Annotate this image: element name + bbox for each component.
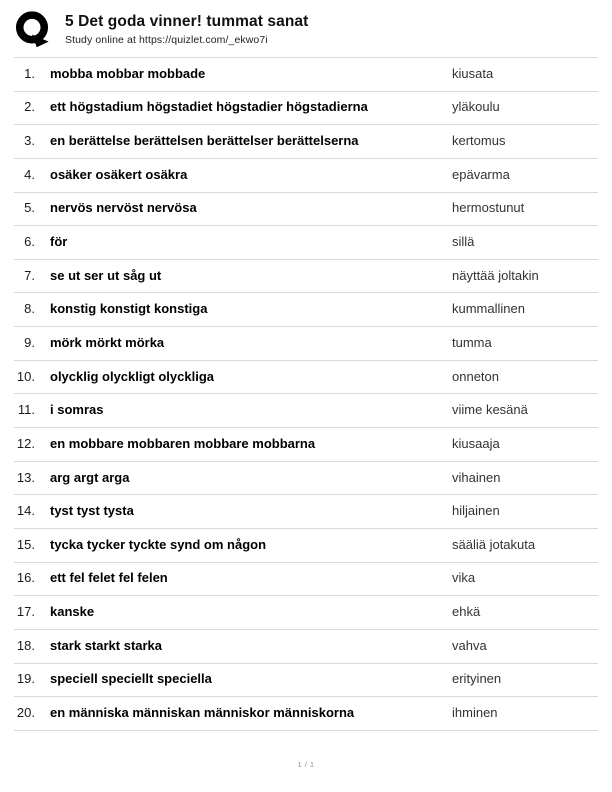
list-item <box>14 226 598 260</box>
definition-text: kummallinen <box>452 302 525 317</box>
item-number: 3. <box>24 133 35 149</box>
item-number: 14. <box>16 503 35 519</box>
definition-text: tumma <box>452 335 492 350</box>
term-text: stark starkt starka <box>50 638 163 653</box>
term-text: tycka tycker tyckte synd om någon <box>50 537 267 552</box>
term-text: en berättelse berättelsen berättelser berättelserna <box>50 134 359 149</box>
list-item <box>14 394 598 428</box>
word-list <box>14 57 598 731</box>
list-item <box>14 697 598 731</box>
term-text: speciell speciellt speciella <box>50 672 212 687</box>
item-number: 8. <box>24 301 35 317</box>
list-item <box>14 495 598 529</box>
item-number: 15. <box>16 536 35 552</box>
list-item <box>14 125 598 159</box>
term-text: ett högstadium högstadiet högstadier högstadierna <box>50 100 368 115</box>
term-text: ett fel felet fel felen <box>50 571 168 586</box>
item-number: 9. <box>24 334 35 350</box>
item-number: 1. <box>24 65 35 81</box>
page-footer <box>0 760 612 769</box>
item-number: 17. <box>16 604 35 620</box>
list-item <box>14 327 598 361</box>
term-text: en mobbare mobbaren mobbare mobbarna <box>50 436 316 451</box>
definition-text: epävarma <box>452 167 510 182</box>
definition-text: kiusata <box>452 66 494 81</box>
term-text: en människa människan människor människorna <box>50 706 355 721</box>
item-number: 12. <box>16 435 35 451</box>
definition-text: sillä <box>452 235 475 250</box>
quizlet-q-logo-icon <box>13 10 51 48</box>
item-number: 10. <box>16 368 35 384</box>
definition-text: viime kesänä <box>452 403 528 418</box>
item-number: 13. <box>16 469 35 485</box>
item-number: 2. <box>24 99 35 115</box>
page-title: 5 Det goda vinner! tummat sanat <box>65 13 309 30</box>
list-item <box>14 462 598 496</box>
list-item <box>14 596 598 630</box>
term-text: mörk mörkt mörka <box>50 335 165 350</box>
item-number: 16. <box>16 570 35 586</box>
list-item <box>14 92 598 126</box>
list-item <box>14 159 598 193</box>
definition-text: vihainen <box>452 470 501 485</box>
term-text: arg argt arga <box>50 470 130 485</box>
term-text: olycklig olyckligt olyckliga <box>50 369 215 384</box>
item-number: 4. <box>24 166 35 182</box>
list-item <box>14 428 598 462</box>
list-item <box>14 563 598 597</box>
list-item <box>14 293 598 327</box>
item-number: 20. <box>16 705 35 721</box>
term-text: i somras <box>50 403 104 418</box>
definition-text: kertomus <box>452 134 506 149</box>
definition-text: yläkoulu <box>452 100 500 115</box>
list-item <box>14 260 598 294</box>
page-indicator: 1 / 1 <box>297 760 315 769</box>
item-number: 5. <box>24 200 35 216</box>
definition-text: erityinen <box>452 672 502 687</box>
term-text: osäker osäkert osäkra <box>50 167 188 182</box>
item-number: 18. <box>16 637 35 653</box>
definition-text: vika <box>452 571 476 586</box>
definition-text: onneton <box>452 369 499 384</box>
term-text: konstig konstigt konstiga <box>50 302 208 317</box>
definition-text: ehkä <box>452 605 481 620</box>
list-item <box>14 630 598 664</box>
list-item <box>14 664 598 698</box>
study-online-link[interactable]: Study online at https://quizlet.com/_ekwo7i <box>65 34 268 47</box>
header <box>65 13 308 46</box>
definition-text: näyttää joltakin <box>452 268 539 283</box>
term-text: tyst tyst tysta <box>50 504 134 519</box>
definition-text: hermostunut <box>452 201 525 216</box>
list-item <box>14 58 598 92</box>
item-number: 6. <box>24 234 35 250</box>
term-text: kanske <box>50 605 95 620</box>
item-number: 7. <box>24 267 35 283</box>
definition-text: ihminen <box>452 706 498 721</box>
term-text: för <box>50 235 68 250</box>
definition-text: hiljainen <box>452 504 500 519</box>
item-number: 19. <box>16 671 35 687</box>
definition-text: vahva <box>452 638 487 653</box>
list-item <box>14 529 598 563</box>
term-text: nervös nervöst nervösa <box>50 201 197 216</box>
list-item <box>14 193 598 227</box>
item-number: 11. <box>17 402 35 418</box>
list-item <box>14 361 598 395</box>
definition-text: sääliä jotakuta <box>452 537 536 552</box>
definition-text: kiusaaja <box>452 436 500 451</box>
term-text: se ut ser ut såg ut <box>50 268 162 283</box>
term-text: mobba mobbar mobbade <box>50 66 206 81</box>
